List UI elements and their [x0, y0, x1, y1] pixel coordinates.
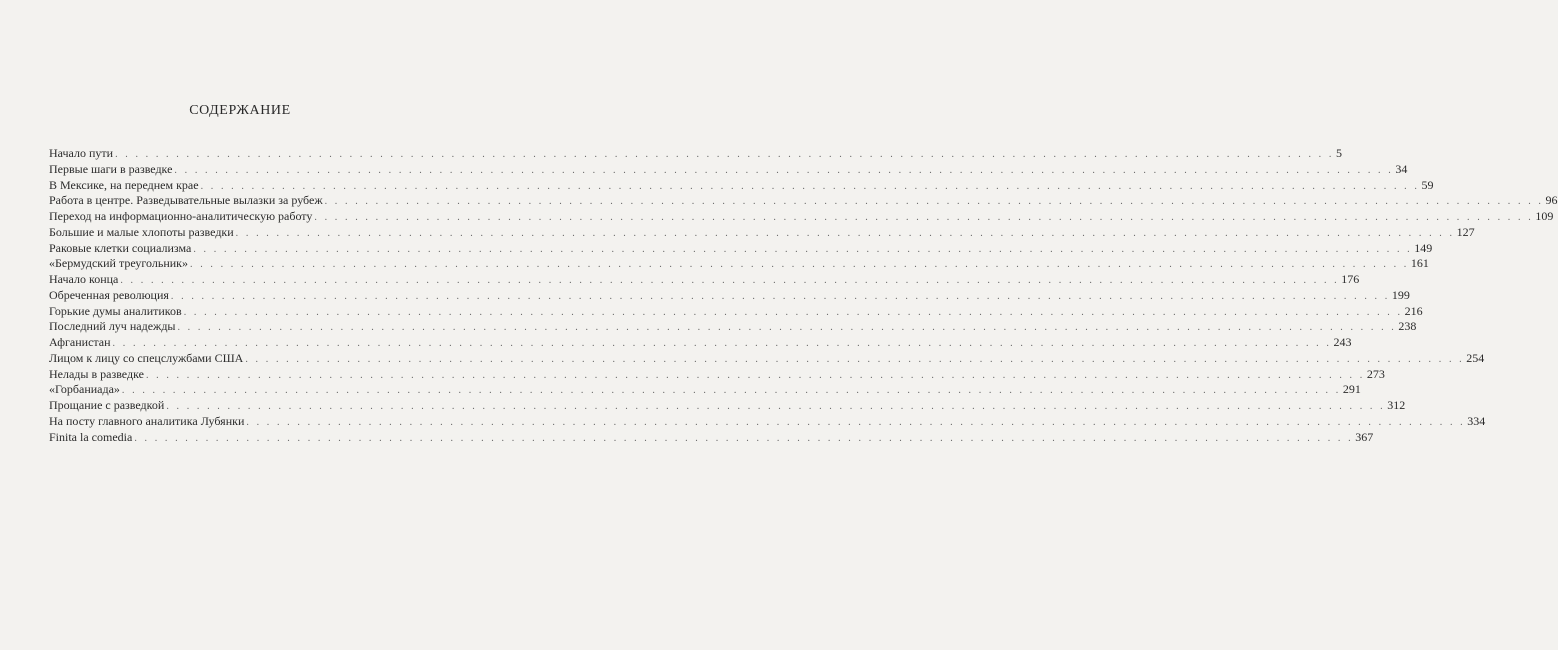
- toc-entry: [49, 224, 1475, 241]
- toc-entry: [49, 366, 1385, 383]
- dot-leader: . . . . . . . . . . . . . . . . . . . . . . . . . . . . . . . . . . . . . . . . . . . . . . . . . . . . . . . . . . . . . . . . . . . . . . . . . . . . . . . . . . . . . . . . . . . . . . . . . . . . . . . . . . . . . . . . . . . . . . . .: [145, 369, 1365, 381]
- dot-leader: . . . . . . . . . . . . . . . . . . . . . . . . . . . . . . . . . . . . . . . . . . . . . . . . . . . . . . . . . . . . . . . . . . . . . . . . . . . . . . . . . . . . . . . . . . . . . . . . . . . . . . . . . . . . . . . . . . . . . . . .: [193, 243, 1413, 255]
- toc-entry-page-number: 161: [1410, 256, 1429, 271]
- toc-entry: [49, 161, 1408, 178]
- toc-entry-page-number: 109: [1535, 209, 1554, 223]
- toc-entry: [49, 319, 1417, 335]
- toc-entry: [49, 382, 1361, 398]
- dot-leader: . . . . . . . . . . . . . . . . . . . . . . . . . . . . . . . . . . . . . . . . . . . . . . . . . . . . . . . . . . . . . . . . . . . . . . . . . . . . . . . . . . . . . . . . . . . . . . . . . . . . . . . . . . . . . . . . . . . . . . . .: [112, 338, 1332, 349]
- toc-entry-page-number: 243: [1333, 335, 1352, 349]
- toc-entry-title: Работа в центре. Разведывательные вылазки за рубеж: [49, 193, 323, 208]
- dot-leader: . . . . . . . . . . . . . . . . . . . . . . . . . . . . . . . . . . . . . . . . . . . . . . . . . . . . . . . . . . . . . . . . . . . . . . . . . . . . . . . . . . . . . . . . . . . . . . . . . . . . . . . . . . . . . . . . . . . . . . . .: [174, 164, 1394, 176]
- toc-entry-title: Finita la comedia: [49, 429, 133, 444]
- toc-entry: [49, 256, 1429, 272]
- toc-entry-page-number: 5: [1335, 146, 1342, 160]
- toc-entry-title: Обреченная революция: [49, 287, 169, 302]
- toc-entry-title: Нелады в разведке: [49, 366, 144, 381]
- toc-entry: [49, 429, 1374, 446]
- toc-entry-title: Первые шаги в разведке: [49, 161, 173, 176]
- toc-entry-page-number: 96: [1545, 193, 1558, 208]
- toc-entry: [49, 209, 1554, 225]
- toc-entry-title: В Мексике, на переднем крае: [49, 177, 199, 192]
- toc-entry-page-number: 34: [1395, 161, 1408, 176]
- dot-leader: . . . . . . . . . . . . . . . . . . . . . . . . . . . . . . . . . . . . . . . . . . . . . . . . . . . . . . . . . . . . . . . . . . . . . . . . . . . . . . . . . . . . . . . . . . . . . . . . . . . . . . . . . . . . . . . . . . . . . . . .: [235, 227, 1455, 239]
- toc-entry-title: Переход на информационно-аналитическую работу: [49, 209, 313, 223]
- toc-entry: [49, 287, 1410, 304]
- toc-entry: [49, 146, 1342, 162]
- toc-entry-page-number: 254: [1466, 350, 1485, 365]
- toc-entry: [49, 350, 1485, 367]
- dot-leader: . . . . . . . . . . . . . . . . . . . . . . . . . . . . . . . . . . . . . . . . . . . . . . . . . . . . . . . . . . . . . . . . . . . . . . . . . . . . . . . . . . . . . . . . . . . . . . . . . . . . . . . . . . . . . . . . . . . . . . . .: [314, 212, 1534, 223]
- toc-entry: [49, 240, 1433, 257]
- toc-entry: [49, 413, 1486, 430]
- toc-entry-title: На посту главного аналитика Лубянки: [49, 413, 245, 428]
- toc-entry-title: Начало пути: [49, 146, 114, 160]
- dot-leader: . . . . . . . . . . . . . . . . . . . . . . . . . . . . . . . . . . . . . . . . . . . . . . . . . . . . . . . . . . . . . . . . . . . . . . . . . . . . . . . . . . . . . . . . . . . . . . . . . . . . . . . . . . . . . . . . . . . . . . . .: [134, 432, 1354, 444]
- page-title: СОДЕРЖАНИЕ: [189, 103, 291, 118]
- toc-entry-page-number: 312: [1387, 398, 1406, 412]
- toc-entry: [49, 272, 1360, 288]
- dot-leader: . . . . . . . . . . . . . . . . . . . . . . . . . . . . . . . . . . . . . . . . . . . . . . . . . . . . . . . . . . . . . . . . . . . . . . . . . . . . . . . . . . . . . . . . . . . . . . . . . . . . . . . . . . . . . . . . . . . . . . . .: [190, 259, 1409, 271]
- toc-entry-title: Афганистан: [49, 335, 111, 349]
- toc-entry: [49, 398, 1406, 414]
- toc-entry-page-number: 238: [1398, 319, 1417, 334]
- toc-entry-title: «Бермудский треугольник»: [49, 256, 188, 271]
- toc-entry-page-number: 59: [1421, 177, 1434, 192]
- toc-entry-page-number: 176: [1341, 272, 1360, 286]
- toc-entry-title: Лицом к лицу со спецслужбами США: [49, 350, 244, 365]
- toc-entry-page-number: 367: [1355, 429, 1374, 444]
- dot-leader: . . . . . . . . . . . . . . . . . . . . . . . . . . . . . . . . . . . . . . . . . . . . . . . . . . . . . . . . . . . . . . . . . . . . . . . . . . . . . . . . . . . . . . . . . . . . . . . . . . . . . . . . . . . . . . . . . . . . . . . .: [166, 401, 1386, 412]
- dot-leader: . . . . . . . . . . . . . . . . . . . . . . . . . . . . . . . . . . . . . . . . . . . . . . . . . . . . . . . . . . . . . . . . . . . . . . . . . . . . . . . . . . . . . . . . . . . . . . . . . . . . . . . . . . . . . . . . . . . . . . . .: [115, 149, 1334, 160]
- toc-entry-page-number: 149: [1414, 240, 1433, 255]
- toc-entry-page-number: 291: [1342, 382, 1361, 397]
- toc-entry-page-number: 273: [1366, 366, 1385, 381]
- toc-entry-title: Раковые клетки социализма: [49, 240, 192, 255]
- dot-leader: . . . . . . . . . . . . . . . . . . . . . . . . . . . . . . . . . . . . . . . . . . . . . . . . . . . . . . . . . . . . . . . . . . . . . . . . . . . . . . . . . . . . . . . . . . . . . . . . . . . . . . . . . . . . . . . . . . . . . . . .: [120, 275, 1340, 286]
- toc-entry-page-number: 216: [1404, 303, 1423, 318]
- toc-entry-title: Прощание с разведкой: [49, 398, 165, 412]
- toc-entry-title: Начало конца: [49, 272, 119, 286]
- toc-entry: [49, 303, 1423, 320]
- toc-entry-page-number: 199: [1391, 287, 1410, 302]
- dot-leader: . . . . . . . . . . . . . . . . . . . . . . . . . . . . . . . . . . . . . . . . . . . . . . . . . . . . . . . . . . . . . . . . . . . . . . . . . . . . . . . . . . . . . . . . . . . . . . . . . . . . . . . . . . . . . . . . . . . . . . . .: [177, 322, 1397, 334]
- dot-leader: . . . . . . . . . . . . . . . . . . . . . . . . . . . . . . . . . . . . . . . . . . . . . . . . . . . . . . . . . . . . . . . . . . . . . . . . . . . . . . . . . . . . . . . . . . . . . . . . . . . . . . . . . . . . . . . . . . . . . . . .: [200, 180, 1420, 192]
- dot-leader: . . . . . . . . . . . . . . . . . . . . . . . . . . . . . . . . . . . . . . . . . . . . . . . . . . . . . . . . . . . . . . . . . . . . . . . . . . . . . . . . . . . . . . . . . . . . . . . . . . . . . . . . . . . . . . . . . . . . . . . .: [183, 306, 1403, 318]
- dot-leader: . . . . . . . . . . . . . . . . . . . . . . . . . . . . . . . . . . . . . . . . . . . . . . . . . . . . . . . . . . . . . . . . . . . . . . . . . . . . . . . . . . . . . . . . . . . . . . . . . . . . . . . . . . . . . . . . . . . . . . . .: [246, 416, 1466, 428]
- toc-entry-title: Горькие думы аналитиков: [49, 303, 182, 318]
- toc-entry-title: Большие и малые хлопоты разведки: [49, 224, 234, 239]
- dot-leader: . . . . . . . . . . . . . . . . . . . . . . . . . . . . . . . . . . . . . . . . . . . . . . . . . . . . . . . . . . . . . . . . . . . . . . . . . . . . . . . . . . . . . . . . . . . . . . . . . . . . . . . . . . . . . . . . . . . . . . . .: [121, 385, 1341, 397]
- toc-entry-page-number: 334: [1467, 413, 1486, 428]
- toc-entry: [49, 335, 1352, 351]
- toc-entry-title: Последний луч надежды: [49, 319, 176, 334]
- toc-entry: [49, 177, 1434, 194]
- toc-entry-title: «Горбаниада»: [49, 382, 120, 397]
- table-of-contents: [49, 146, 1558, 445]
- toc-entry-page-number: 127: [1456, 224, 1475, 239]
- dot-leader: . . . . . . . . . . . . . . . . . . . . . . . . . . . . . . . . . . . . . . . . . . . . . . . . . . . . . . . . . . . . . . . . . . . . . . . . . . . . . . . . . . . . . . . . . . . . . . . . . . . . . . . . . . . . . . . . . . . . . . . .: [245, 353, 1465, 365]
- dot-leader: . . . . . . . . . . . . . . . . . . . . . . . . . . . . . . . . . . . . . . . . . . . . . . . . . . . . . . . . . . . . . . . . . . . . . . . . . . . . . . . . . . . . . . . . . . . . . . . . . . . . . . . . . . . . . . . . . . . . . . . .: [170, 290, 1390, 302]
- toc-entry: [49, 193, 1558, 209]
- dot-leader: . . . . . . . . . . . . . . . . . . . . . . . . . . . . . . . . . . . . . . . . . . . . . . . . . . . . . . . . . . . . . . . . . . . . . . . . . . . . . . . . . . . . . . . . . . . . . . . . . . . . . . . . . . . . . . . . . . . . . . . .: [324, 196, 1544, 208]
